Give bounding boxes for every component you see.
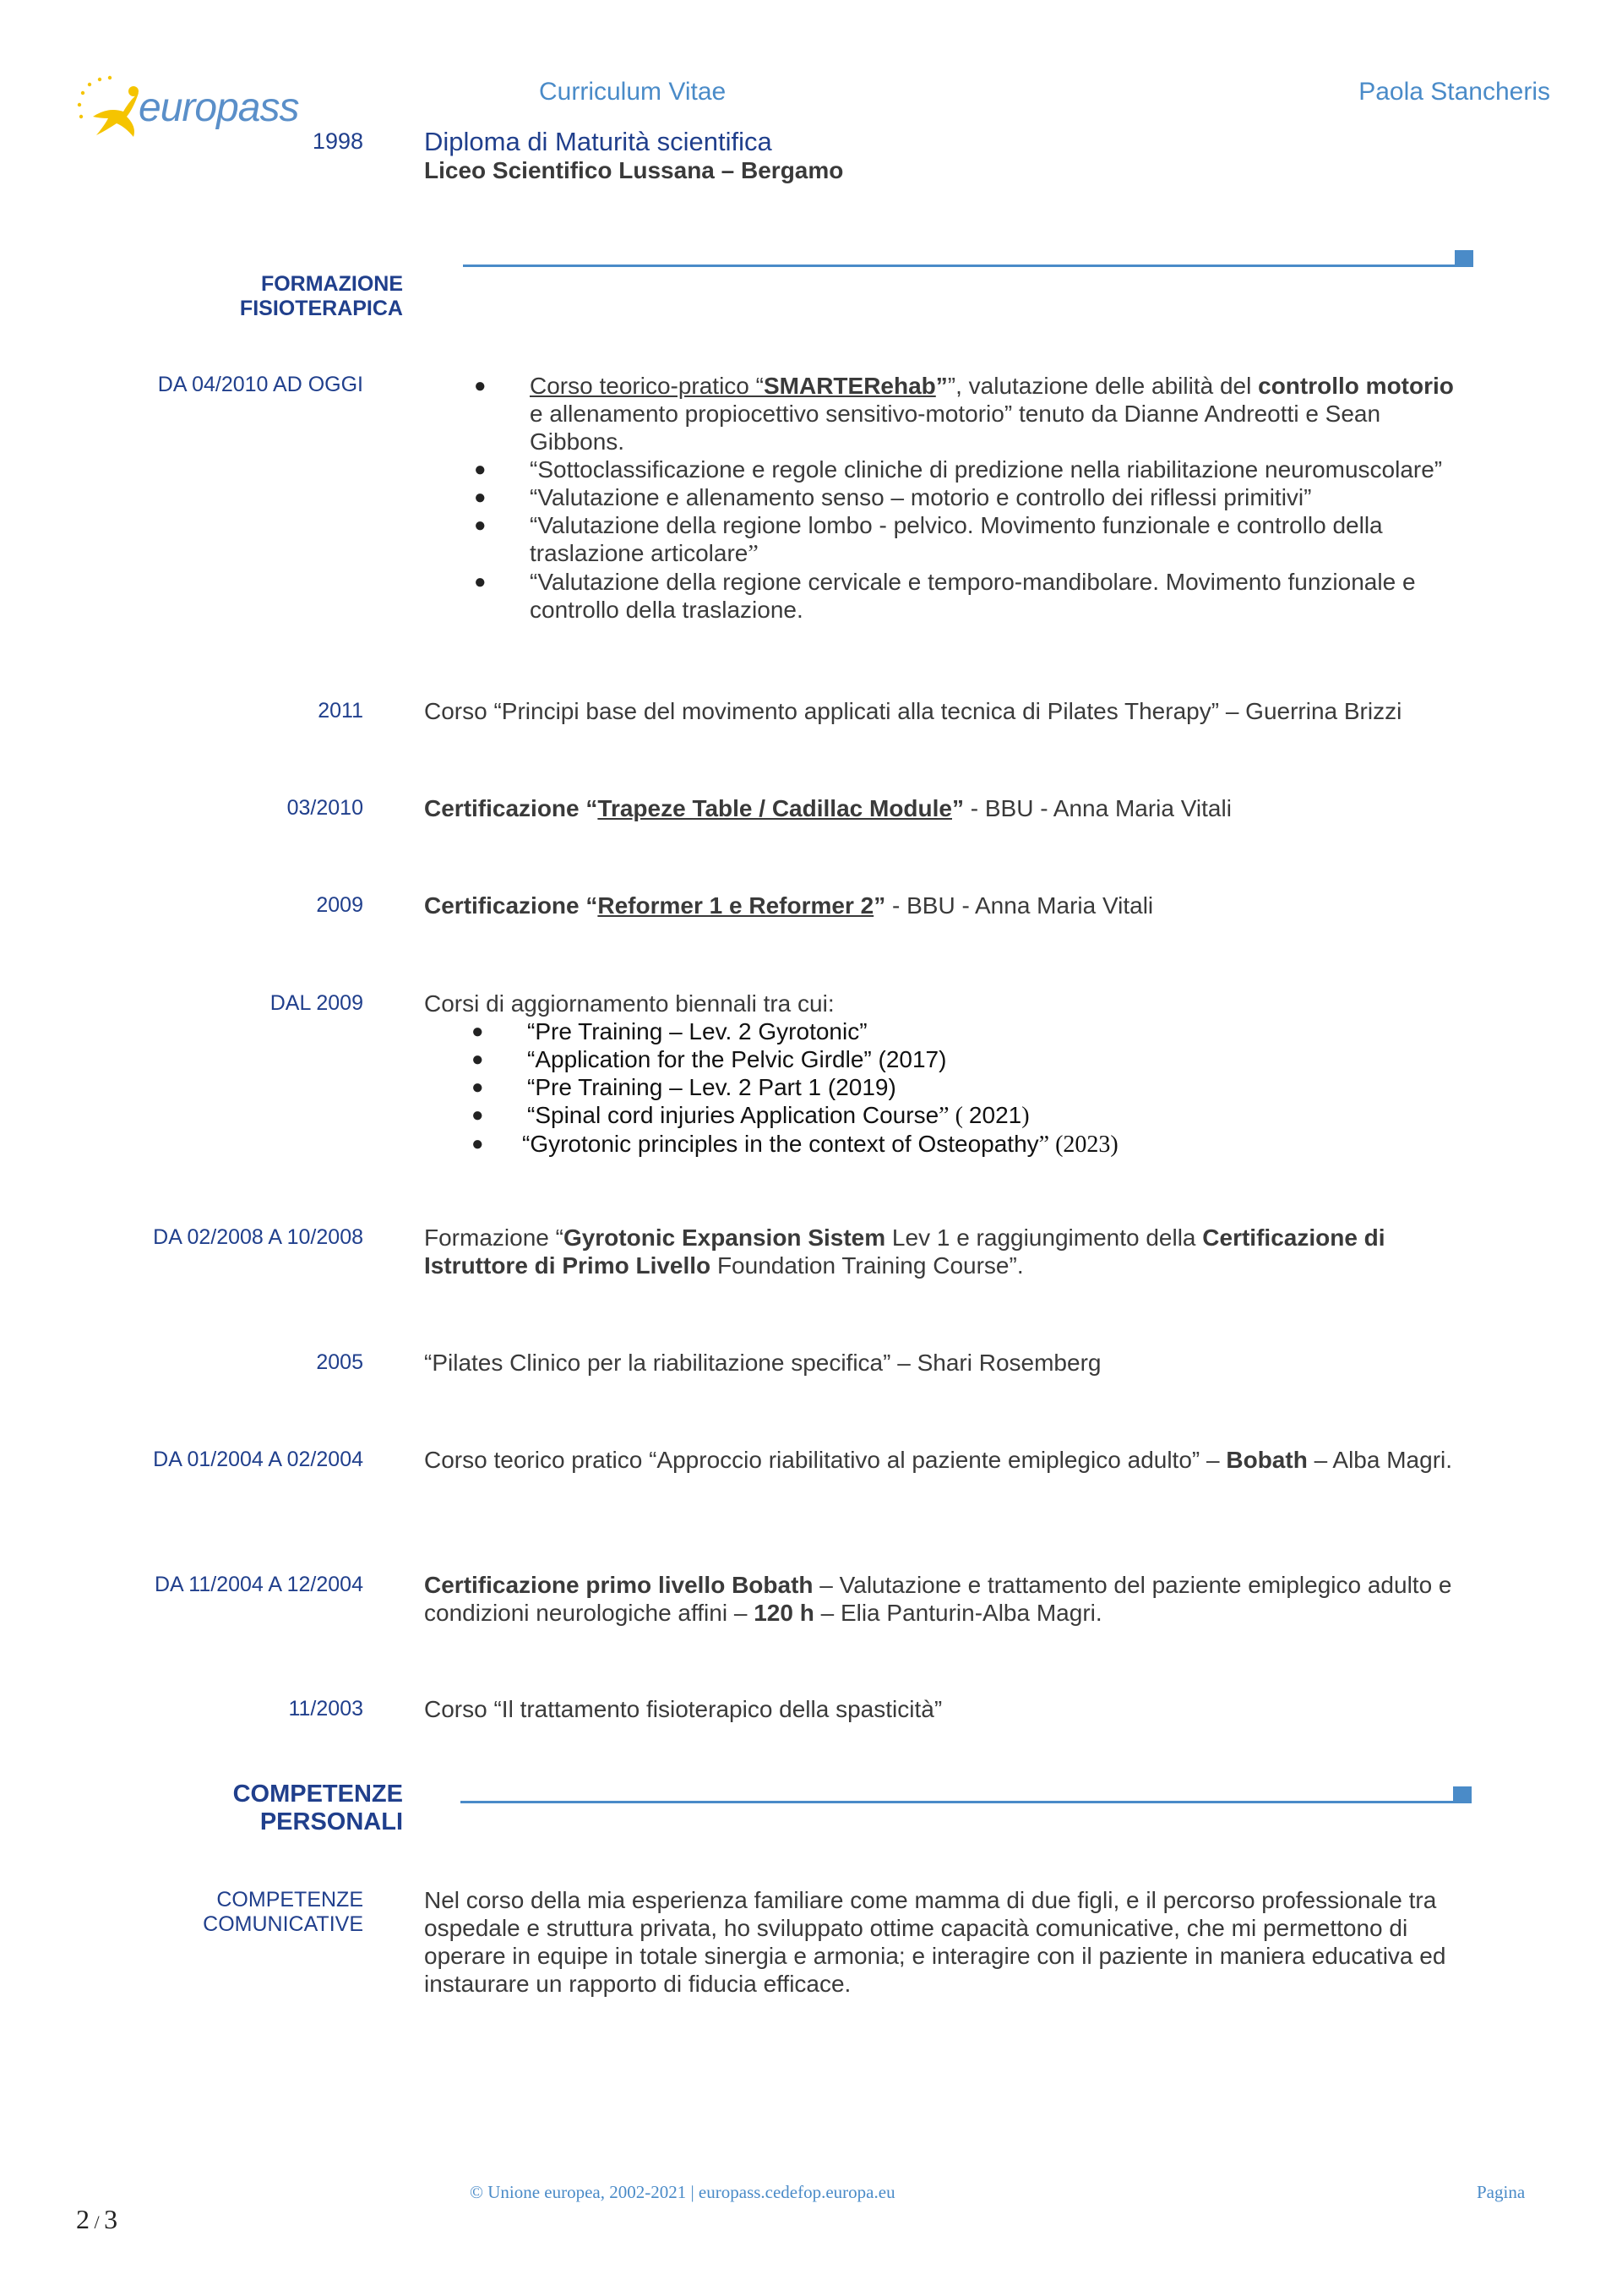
subheading-line: COMPETENZE (216, 1888, 363, 1912)
entry-text: Corsi di aggiornamento biennali tra cui: (424, 990, 835, 1017)
page-separator: / (90, 2211, 105, 2233)
list-item-text: “Valutazione della regione lombo - pelvico. Movimento funzionale e controllo della traslazione articolare (530, 512, 1383, 566)
entry-text: Corso teorico pratico “Approccio riabilitativo al paziente emiplegico adulto” – (424, 1447, 1227, 1473)
entry-reformer (424, 892, 1472, 919)
page-current: 2 (76, 2204, 90, 2234)
bullet-icon: ● (471, 1048, 484, 1071)
entry-text: ” (874, 892, 886, 919)
list-item-text: “Gyrotonic principles in the context of Osteopathy (522, 1131, 1039, 1157)
europass-logo (74, 74, 302, 142)
page-number (76, 2204, 117, 2235)
list-item-text: controllo motorio (1258, 373, 1454, 399)
entry-text: – Valutazione e trattamento del paziente emiplegico adulto e condizioni neurologiche affini – (424, 1572, 1452, 1626)
heading-line: FORMAZIONE (260, 272, 403, 296)
competenze-comunicative-text: Nel corso della mia esperienza familiare come mamma di due figli, e il percorso professionale tra ospedale e struttura privata, ho sviluppato ottime capacità comunicative, che mi permettono di operare in equipe in totale sinergia e armonia; e interagire con il paziente in maniera educativa ed instaurare un rapporto di fiducia efficace. (424, 1887, 1446, 1997)
entry-text: Foundation Training Course”. (710, 1252, 1024, 1279)
heading-line: PERSONALI (259, 1808, 403, 1835)
entry-text: ” (951, 795, 964, 821)
section-divider (460, 1801, 1453, 1803)
entry-bobath-cert (424, 1571, 1472, 1627)
entry-text: Corso “Principi base del movimento applicati alla tecnica di Pilates Therapy” – Guerrina Brizzi (424, 698, 1402, 724)
list-item (471, 1073, 1456, 1101)
section-divider-square (1453, 1786, 1472, 1803)
list-item-text: “Valutazione della regione cervicale e temporo-mandibolare. Movimento funzionale e controllo della traslazione. (530, 569, 1416, 623)
entry-date: 2011 (318, 699, 363, 723)
bullet-icon: ● (471, 1020, 484, 1043)
bullet-icon: ● (474, 514, 487, 537)
list-item-text: 2021 (968, 1102, 1022, 1128)
header-title: Curriculum Vitae (539, 78, 727, 106)
entry-date: 1998 (312, 128, 363, 154)
entry-cadillac (424, 794, 1472, 822)
entry-text: Reformer 1 e Reformer 2 (597, 892, 874, 919)
list-item-text: ” (748, 541, 759, 567)
list-item (474, 511, 1472, 568)
europass-logo-text: europass (139, 85, 299, 130)
entry-text: Lev 1 e raggiungimento della (885, 1224, 1203, 1251)
diploma-title: Diploma di Maturità scientifica (424, 127, 772, 156)
heading-line: COMPETENZE (232, 1781, 403, 1808)
entry-bobath-course (424, 1446, 1472, 1474)
entry-text: - BBU - Anna Maria Vitali (885, 892, 1154, 919)
entry-date: 03/2010 (286, 796, 363, 820)
bullet-icon: ● (474, 374, 487, 397)
bullet-icon: ● (471, 1104, 484, 1126)
entry-text: Formazione “ (424, 1224, 563, 1251)
entry-text: – Elia Panturin-Alba Magri. (814, 1600, 1102, 1626)
list-item (474, 455, 1472, 483)
entry-date: 2005 (316, 1350, 363, 1374)
list-item (471, 1130, 1456, 1159)
entry-text: “Pilates Clinico per la riabilitazione specifica” – Shari Rosemberg (424, 1350, 1102, 1376)
entry-date: DA 02/2008 A 10/2008 (153, 1225, 363, 1249)
subheading-line: COMUNICATIVE (203, 1912, 363, 1936)
entry-date: DAL 2009 (269, 991, 363, 1015)
list-item-text: ” (2023) (1038, 1132, 1119, 1158)
section-divider-square (1455, 250, 1473, 267)
list-item: ● Corso teorico-pratico “SMARTERehab””, valutazione delle abilità del controllo motorio e allenamento propiocettivo sensitivo-motorio” tenuto da Dianne Andreotti e Sean Gibbons. (474, 373, 1454, 455)
entry-date: DA 11/2004 A 12/2004 (155, 1573, 363, 1596)
bullet-icon: ● (471, 1132, 484, 1155)
list-item-text: e allenamento propiocettivo sensitivo-motorio” tenuto da Dianne Andreotti e Sean Gibbons. (530, 401, 1381, 455)
entry-text: Bobath (1226, 1447, 1308, 1473)
entry-gyrotonic-expansion (424, 1224, 1472, 1279)
section-divider (463, 265, 1456, 267)
entry-text: 120 h (754, 1600, 814, 1626)
bullet-list (471, 1017, 1456, 1159)
list-item (474, 483, 1472, 511)
list-item-text: “Valutazione e allenamento senso – motorio e controllo dei riflessi primitivi” (530, 484, 1312, 510)
entry-date: DA 04/2010 AD OGGI (157, 373, 363, 396)
entry-text: - BBU - Anna Maria Vitali (963, 795, 1232, 821)
entry-text: Certificazione di Istruttore di Primo Livello (424, 1224, 1385, 1279)
bullet-list (474, 372, 1472, 624)
list-item-text: ” ( (939, 1103, 969, 1129)
subsection-heading-comunicative (203, 1888, 363, 1937)
list-item-text: “Application for the Pelvic Girdle” (2017) (527, 1046, 947, 1072)
entry-date: DA 01/2004 A 02/2004 (153, 1448, 363, 1471)
page-total: 3 (104, 2204, 118, 2234)
list-item-text: ”, valutazione delle abilità del (947, 373, 1259, 399)
list-item (474, 568, 1472, 624)
list-item-text: SMARTERehab (763, 373, 936, 399)
list-item-text: “Spinal cord injuries Application Course (527, 1102, 939, 1128)
bullet-icon: ● (471, 1076, 484, 1099)
bullet-icon: ● (474, 458, 487, 481)
entry-text: Gyrotonic Expansion Sistem (563, 1224, 886, 1251)
list-item-text: ) (1021, 1103, 1030, 1129)
entry-text: Certificazione “ (424, 795, 598, 821)
section-heading-competenze (233, 1781, 403, 1836)
bullet-icon: ● (474, 570, 487, 593)
section-heading-formazione (240, 272, 403, 321)
list-item (471, 1017, 1456, 1045)
list-item-text: “Sottoclassificazione e regole cliniche di predizione nella riabilitazione neuromuscolare” (530, 456, 1443, 483)
list-item (471, 1045, 1456, 1073)
list-item (471, 1101, 1456, 1130)
entry-text: Certificazione “ (424, 892, 598, 919)
entry-date: 11/2003 (288, 1697, 363, 1721)
heading-line: FISIOTERAPICA (239, 297, 403, 320)
list-item-text: Corso teorico-pratico “ (530, 373, 764, 399)
list-item-text: “Pre Training – Lev. 2 Part 1 (2019) (527, 1074, 896, 1100)
entry-text: Corso “Il trattamento fisioterapico della spasticità” (424, 1696, 943, 1722)
entry-date: 2009 (316, 893, 363, 917)
header-name: Paola Stancheris (1358, 78, 1550, 106)
entry-smarterehab (474, 372, 1472, 624)
bullet-icon: ● (474, 486, 487, 509)
entry-text: Certificazione primo livello Bobath (424, 1572, 814, 1598)
diploma-school: Liceo Scientifico Lussana – Bergamo (424, 157, 844, 183)
entry-gyrotonic-list (471, 1017, 1456, 1159)
list-item-text: “Pre Training – Lev. 2 Gyrotonic” (527, 1018, 868, 1044)
entry-text: – Alba Magri. (1307, 1447, 1453, 1473)
footer-copyright: © Unione europea, 2002-2021 | europass.cedefop.europa.eu (470, 2182, 895, 2202)
entry-text: Trapeze Table / Cadillac Module (597, 795, 952, 821)
footer-page-label: Pagina (1477, 2182, 1526, 2202)
